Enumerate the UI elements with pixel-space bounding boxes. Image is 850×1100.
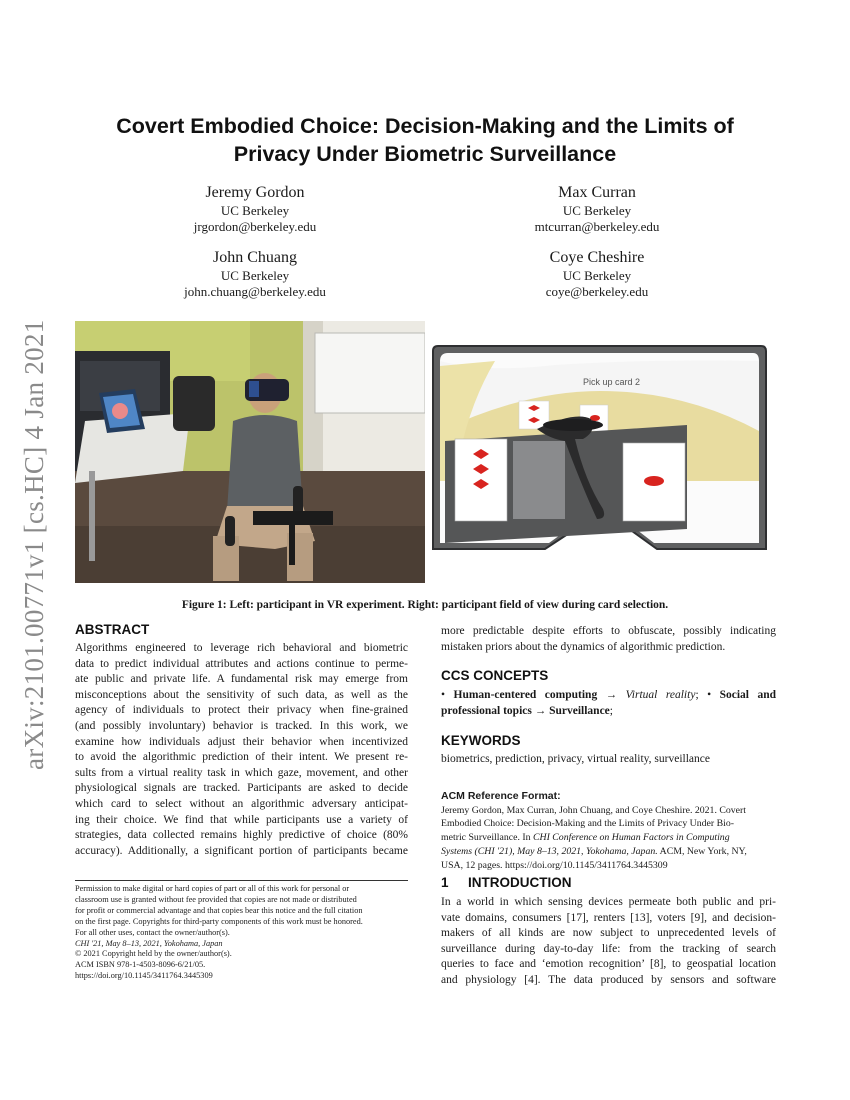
text-line: agency of individuals to protect their privacy when fine-grained bbox=[75, 704, 408, 717]
participant-illustration bbox=[75, 321, 425, 583]
text-line: Jeremy Gordon, Max Curran, John Chuang, and Coye Cheshire. 2021. Covert bbox=[441, 804, 747, 816]
text-span: ACM, New York, NY, bbox=[659, 845, 747, 857]
title-line-1: Covert Embodied Choice: Decision-Making and the Limits of bbox=[116, 114, 734, 138]
text-line: data to predict individual attributes and actions continue to perme- bbox=[75, 657, 408, 670]
author-name: Coye Cheshire bbox=[549, 249, 645, 266]
vr-view-illustration bbox=[425, 321, 776, 583]
keywords-heading: KEYWORDS bbox=[441, 733, 521, 748]
author-email[interactable]: john.chuang@berkeley.edu bbox=[184, 284, 326, 299]
author-name: Max Curran bbox=[558, 184, 636, 201]
author-block bbox=[125, 183, 385, 235]
keywords-text: biometrics, prediction, privacy, virtual reality, surveillance bbox=[441, 753, 710, 765]
ccs-term: professional topics bbox=[441, 704, 532, 717]
author-block bbox=[467, 248, 727, 300]
footnote-venue: CHI '21, May 8–13, 2021, Yokohama, Japan bbox=[75, 938, 223, 948]
footnote-line: For all other uses, contact the owner/author(s). bbox=[75, 927, 230, 937]
ccs-concepts: • Human-centered computing → Virtual reality; • Social and professional topics → Surveillance; bbox=[441, 689, 777, 717]
abstract-continuation bbox=[441, 624, 776, 655]
acm-ref-heading: ACM Reference Format: bbox=[441, 790, 561, 802]
text-line: Embodied Choice: Decision-Making and the Limits of Privacy Under Bio- bbox=[441, 818, 735, 830]
author-affiliation: UC Berkeley bbox=[562, 203, 632, 218]
author-name: Jeremy Gordon bbox=[205, 184, 305, 201]
ccs-arrow: → bbox=[534, 704, 547, 717]
footnote-isbn: ACM ISBN 978-1-4503-8096-6/21/05. bbox=[75, 960, 206, 970]
text-line: more predictable despite efforts to obfuscate, possibly indicating bbox=[441, 625, 776, 637]
text-line: queries to face and ‘emotion recognition’ [8], to geospatial location bbox=[441, 958, 776, 971]
text-span: CHI Conference on Human Factors in Computing bbox=[532, 832, 730, 844]
section-number: 1 bbox=[441, 875, 449, 890]
author-affiliation: UC Berkeley bbox=[220, 203, 290, 218]
text-line: sults from a virtual reality task in which gaze, movement, and other bbox=[75, 766, 408, 779]
paper-title bbox=[75, 112, 775, 168]
text-line: examine how individuals adjust their behavior when incentivized bbox=[75, 735, 408, 748]
text-line: accuracy). Additionally, a significant portion of participants became bbox=[75, 844, 408, 857]
footnote-line: Permission to make digital or hard copies of part or all of this work for personal or bbox=[75, 884, 350, 893]
ccs-term: Virtual reality bbox=[625, 689, 696, 701]
footnote-copyright: © 2021 Copyright held by the owner/author(s). bbox=[75, 949, 232, 959]
author-block bbox=[125, 248, 385, 300]
author-affiliation: UC Berkeley bbox=[220, 268, 290, 283]
figure-vr-view bbox=[425, 321, 776, 583]
footnote-doi[interactable]: https://doi.org/10.1145/3411764.3445309 bbox=[75, 971, 213, 981]
text-line: surveillance during day-to-day life: from the tracking of search bbox=[441, 942, 776, 955]
ccs-term: Surveillance bbox=[549, 704, 610, 717]
text-line: (and possibly involuntary) behavior is tracked. In this work, we bbox=[75, 719, 408, 732]
author-email[interactable]: mtcurran@berkeley.edu bbox=[534, 219, 660, 234]
title-line-2: Privacy Under Biometric Surveillance bbox=[233, 142, 617, 166]
footnote-line: on the first page. Copyrights for third-party components of this work must be honored. bbox=[75, 916, 363, 926]
text-line: physiological signals are tracked. Participants are asked to decide bbox=[75, 782, 408, 795]
text-line: makers of all kinds are now subject to unprecedented levels of bbox=[441, 927, 776, 940]
text-line: vate domains, consumers [17], renters [13], voters [9], and decision- bbox=[441, 911, 776, 924]
text-line: In a world in which sensing devices permeate both public and pri- bbox=[441, 896, 776, 908]
text-line: ate public and private life. A fundamental risk may emerge from bbox=[75, 673, 408, 686]
text-span: Systems (CHI '21), May 8–13, 2021, Yokohama, Japan. bbox=[441, 845, 658, 857]
author-email[interactable]: jrgordon@berkeley.edu bbox=[193, 219, 317, 234]
abstract-heading: ABSTRACT bbox=[75, 622, 150, 637]
arxiv-stamp: arXiv:2101.00771v1 [cs.HC] 4 Jan 2021 bbox=[19, 319, 49, 770]
section-title: INTRODUCTION bbox=[468, 875, 572, 890]
copyright-footnote bbox=[75, 884, 408, 982]
introduction-heading bbox=[441, 875, 572, 890]
text-line: to avoid the algorithmic prediction of their intent. We present re- bbox=[75, 751, 408, 764]
text-line: which card to select without an algorithmic adversary anticipat- bbox=[75, 797, 408, 810]
footnote-rule bbox=[75, 880, 408, 881]
text-span: metric Surveillance. In bbox=[441, 832, 531, 844]
footnote-line: classroom use is granted without fee provided that copies are not made or distributed bbox=[75, 894, 357, 904]
author-affiliation: UC Berkeley bbox=[562, 268, 632, 283]
figure-participant-photo bbox=[75, 321, 425, 583]
text-line: ing their choice. We find that while participants use a variety of bbox=[75, 813, 408, 826]
abstract-text bbox=[75, 641, 408, 859]
figure-caption: Figure 1: Left: participant in VR experiment. Right: participant field of view during card selection. bbox=[181, 599, 669, 611]
introduction-text bbox=[441, 895, 776, 989]
text-line: strategies, data collected remains highly predictive of choice (80% bbox=[75, 829, 408, 842]
text-line: mistaken priors about the dynamics of algorithmic prediction. bbox=[441, 640, 726, 653]
author-block bbox=[467, 183, 727, 235]
author-name: John Chuang bbox=[213, 249, 297, 266]
text-line: USA, 12 pages. https://doi.org/10.1145/3411764.3445309 bbox=[441, 859, 668, 871]
text-line: Algorithms engineered to leverage rich behavioral and biometric bbox=[75, 642, 408, 654]
footnote-line: for profit or commercial advantage and that copies bear this notice and the full citation bbox=[75, 905, 363, 915]
text-line: misconceptions about the sensitivity of such data, as well as the bbox=[75, 688, 408, 701]
text-line: and physiology [4]. The data produced by sensors and software bbox=[441, 973, 776, 986]
ccs-arrow: → bbox=[605, 689, 618, 701]
ccs-heading: CCS CONCEPTS bbox=[441, 668, 549, 683]
acm-reference bbox=[441, 790, 776, 872]
vr-prompt: Pick up card 2 bbox=[583, 377, 641, 387]
author-email[interactable]: coye@berkeley.edu bbox=[545, 284, 649, 299]
ccs-term: Social and bbox=[719, 689, 777, 701]
ccs-term: Human-centered computing bbox=[453, 689, 598, 701]
